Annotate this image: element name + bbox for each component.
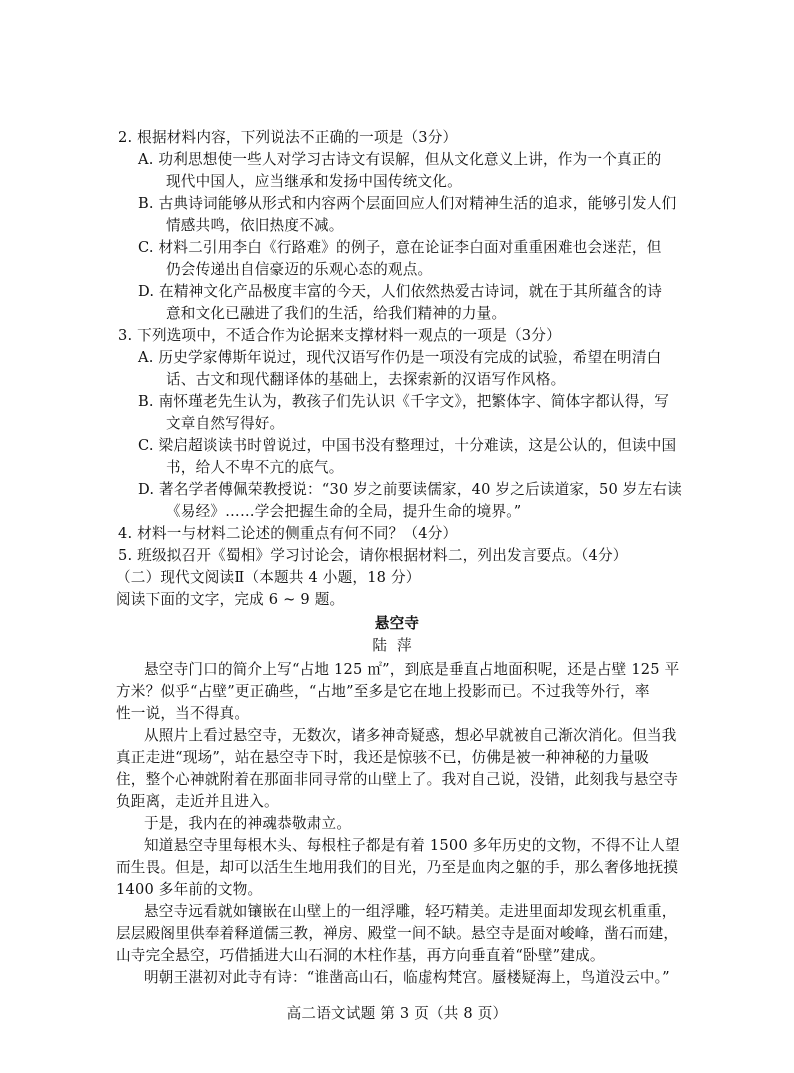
q3-option-b-line2: 文章自然写得好。 [166,415,285,432]
q5-stem: 5. 班级拟召开《蜀相》学习讨论会，请你根据材料二，列出发言要点。（4分） [118,547,628,564]
paragraph-4-line1: 知道悬空寺里每根木头、每根柱子都是有着 1500 多年历史的文物，不得不让人望 [144,837,680,854]
q2-option-d-line1: D. 在精神文化产品极度丰富的今天，人们依然热爱古诗词，就在于其所蕴含的诗 [138,283,663,300]
paragraph-1-line3: 性一说，当不得真。 [116,705,250,722]
q3-option-d-line2: 《易经》……学会把握生命的全局，提升生命的境界。” [166,503,522,520]
q3-option-c-line1: C. 梁启超谈读书时曾说过，中国书没有整理过，十分难读，这是公认的，但读中国 [138,437,677,454]
paragraph-2-line4: 负距离，走近并且进入。 [116,793,279,810]
q4-stem: 4. 材料一与材料二论述的侧重点有何不同？（4分） [118,525,458,542]
q2-option-a-line1: A. 功利思想使一些人对学习古诗文有误解，但从文化意义上讲，作为一个真正的 [138,151,662,168]
article-title: 悬空寺 [374,615,420,632]
page-footer: 高二语文试题 第 3 页（共 8 页） [286,1005,508,1022]
q3-stem: 3. 下列选项中，不适合作为论据来支撑材料一观点的一项是（3分） [118,327,561,344]
q2-option-b-line1: B. 古典诗词能够从形式和内容两个层面回应人们对精神生活的追求，能够引发人们 [138,195,677,212]
q2-option-b-line2: 情感共鸣，依旧热度不减。 [166,217,344,234]
article-author: 陆萍 [372,637,422,654]
paragraph-2-line2: 真正走进“现场”，站在悬空寺下时，我还是惊骇不已，仿佛是被一种神秘的力量吸 [116,749,650,766]
paragraph-4-line2: 而生畏。但是，却可以活生生地用我们的目光，乃至是血肉之躯的手，那么奢侈地抚摸 [116,859,679,876]
paragraph-2-line3: 住，整个心神就附着在那面非同寻常的山壁上了。我对自己说，没错，此刻我与悬空寺 [116,771,679,788]
paragraph-5-line1: 悬空寺远看就如镶嵌在山壁上的一组浮雕，轻巧精美。走进里面却发现玄机重重， [144,903,677,920]
q2-option-c-line2: 仍会传递出自信豪迈的乐观心态的观点。 [166,261,433,278]
q3-option-b-line1: B. 南怀瑾老先生认为，教孩子们先认识《千字文》，把繁体字、简体字都认得，写 [138,393,670,410]
q3-option-a-line1: A. 历史学家傅斯年说过，现代汉语写作仍是一项没有完成的试验，希望在明清白 [138,349,662,366]
q2-option-d-line2: 意和文化已融进了我们的生活，给我们精神的力量。 [166,305,507,322]
q3-option-c-line2: 书，给人不卑不亢的底气。 [166,459,344,476]
paragraph-4-line3: 1400 多年前的文物。 [116,881,263,898]
paragraph-5-line3: 山寺完全悬空，巧借插进大山石洞的木柱作基，再方向垂直着“卧壁”建成。 [116,947,605,964]
paragraph-5-line2: 层层殿阁里供奉着释道儒三教，禅房、殿堂一间不缺。悬空寺是面对峻峰，凿石而建， [116,925,679,942]
paragraph-2-line1: 从照片上看过悬空寺，无数次，诸多神奇疑惑，想必早就被自己渐次消化。但当我 [144,727,677,744]
paragraph-6-line1: 明朝王湛初对此寺有诗：“谁凿高山石，临虚构梵宫。蜃楼疑海上，鸟道没云中。” [144,969,670,986]
paragraph-1-line1: 悬空寺门口的简介上写“占地 125 ㎡”，到底是垂直占地面积呢，还是占壁 125 平 [144,661,680,678]
section-heading: （二）现代文阅读Ⅱ（本题共 4 小题，18 分） [116,569,421,586]
q2-option-c-line1: C. 材料二引用李白《行路难》的例子，意在论证李白面对重重困难也会迷茫，但 [138,239,662,256]
q3-option-a-line2: 话、古文和现代翻译体的基础上，去探索新的汉语写作风格。 [166,371,566,388]
q3-option-d-line1: D. 著名学者傅佩荣教授说：“30 岁之前要读儒家，40 岁之后读道家，50 岁左右读 [138,481,682,498]
paragraph-3-line1: 于是，我内在的神魂恭敬肃立。 [144,815,352,832]
q2-stem: 2. 根据材料内容，下列说法不正确的一项是（3分） [118,129,458,146]
paragraph-1-line2: 方米？似乎“占壁”更正确些，“占地”至多是它在地上投影而已。不过我等外行，率 [116,683,650,700]
reading-instruction: 阅读下面的文字，完成 6 ~ 9 题。 [116,591,345,608]
q2-option-a-line2: 现代中国人，应当继承和发扬中国传统文化。 [166,173,462,190]
